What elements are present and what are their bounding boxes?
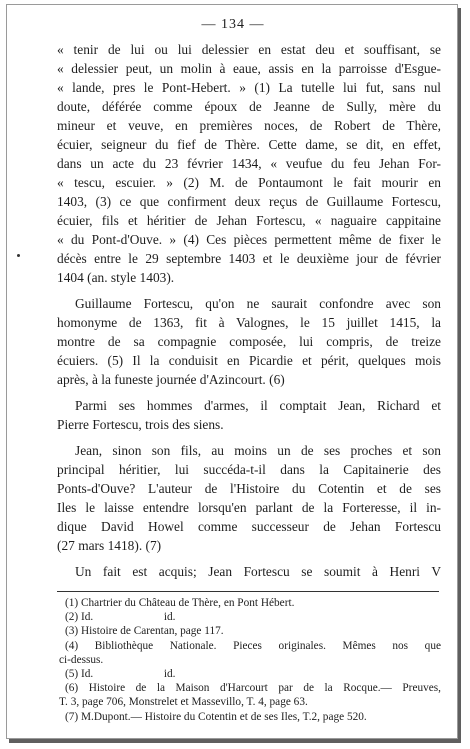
margin-speck bbox=[17, 254, 20, 257]
text-line: dans un acte du 23 février 1434, « veufue du feu Jehan For- bbox=[57, 156, 441, 171]
text-line: Un fait est acquis; Jean Fortescu se soumit à Henri V bbox=[75, 564, 441, 579]
text-line: 1404 (an. style 1403). bbox=[57, 270, 175, 285]
text-line: Iles le laisse entendre lorsqu'en parlant de la Forteresse, il in- bbox=[57, 500, 441, 515]
text-line: principal héritier, lui succéda-t-il dans la Capitainerie des bbox=[57, 462, 441, 477]
text-line: après, à la funeste journée d'Azincourt. (6) bbox=[57, 372, 285, 387]
text-line: écuiers. (5) Il la conduisit en Picardie et périt, quelques mois bbox=[57, 353, 441, 368]
footnote-continuation: ci-dessus. bbox=[59, 653, 104, 666]
text-line: « lande, pres le Pont-Hebert. » (1) La tutelle lui fut, sans nul bbox=[57, 80, 441, 95]
text-line: mineur et veuve, en premières noces, de Robert de Thère, bbox=[57, 118, 441, 133]
paragraph-5 bbox=[57, 562, 441, 581]
text-line: (27 mars 1418). (7) bbox=[57, 538, 162, 553]
text-line: « tenir de lui ou lui delessier en estat deu et souffisant, se bbox=[57, 42, 441, 57]
text-line: montre de sa compagnie composée, lui compris, de treize bbox=[57, 334, 441, 349]
text-line: homonyme de 1363, fit à Valognes, le 15 juillet 1415, la bbox=[57, 315, 441, 330]
footnote: (6) Histoire de la Maison d'Harcourt par de la Rocque.— Preuves, bbox=[65, 682, 441, 695]
text-line: 1403, (3) ce que confirment deux reçus de Guillaume Fortescu, bbox=[57, 194, 441, 209]
text-line: « tescu, escuier. » (2) M. de Pontaumont le fait mourir en bbox=[57, 175, 441, 190]
main-text bbox=[57, 40, 441, 581]
text-line: Guillaume Fortescu, qu'on ne saurait confondre avec son bbox=[75, 296, 441, 311]
text-line: Parmi ses hommes d'armes, il comptait Jean, Richard et bbox=[75, 398, 441, 413]
paragraph-2 bbox=[57, 294, 441, 389]
footnote-divider bbox=[57, 591, 439, 592]
text-line: dique David Howel comme successeur de Jehan Fortescu bbox=[57, 519, 441, 534]
paragraph-4 bbox=[57, 441, 441, 555]
text-line: « du Pont-d'Ouve. » (4) Ces pièces permettent même de fixer le bbox=[57, 232, 441, 247]
page-number: — 134 — bbox=[201, 17, 265, 32]
text-line: doute, déférée comme époux de Jeanne de Sully, mère du bbox=[57, 99, 441, 114]
footnote: (1) Chartrier du Château de Thère, en Pont Hébert. bbox=[65, 597, 295, 609]
footnotes bbox=[59, 596, 441, 724]
footnote: (5) Id. id. bbox=[65, 668, 176, 681]
text-line: Pierre Fortescu, trois des siens. bbox=[57, 417, 224, 432]
footnote: (4) Bibliothèque Nationale. Pieces originales. Mêmes nos que bbox=[65, 639, 441, 652]
footnote: (3) Histoire de Carentan, page 117. bbox=[65, 625, 224, 638]
paragraph-3 bbox=[57, 396, 441, 434]
text-line: « delessier peut, un molin à eaue, assis en la parroisse d'Esgue- bbox=[57, 61, 441, 76]
text-line: décès entre le 29 septembre 1403 et le deuxième jour de février bbox=[57, 251, 441, 266]
text-line: Ponts-d'Ouve? L'auteur de l'Histoire du Cotentin et de ses bbox=[57, 481, 441, 496]
footnote: (7) M.Dupont.— Histoire du Cotentin et de ses Iles, T.2, page 520. bbox=[65, 710, 367, 723]
document-page bbox=[6, 4, 458, 739]
text-line: écuier, seigneur du fief de Thère. Cette dame, se dit, en effet, bbox=[57, 137, 441, 152]
paragraph-1 bbox=[57, 40, 441, 287]
footnote-continuation: T. 3, page 706, Monstrelet et Massevillo, T. 4, page 63. bbox=[59, 696, 308, 709]
text-line: écuier, fils et héritier de Jehan Fortescu, « naguaire cappitaine bbox=[57, 213, 441, 228]
footnote: (2) Id. id. bbox=[65, 611, 176, 624]
text-line: Jean, sinon son fils, au moins un de ses proches et son bbox=[75, 443, 441, 458]
